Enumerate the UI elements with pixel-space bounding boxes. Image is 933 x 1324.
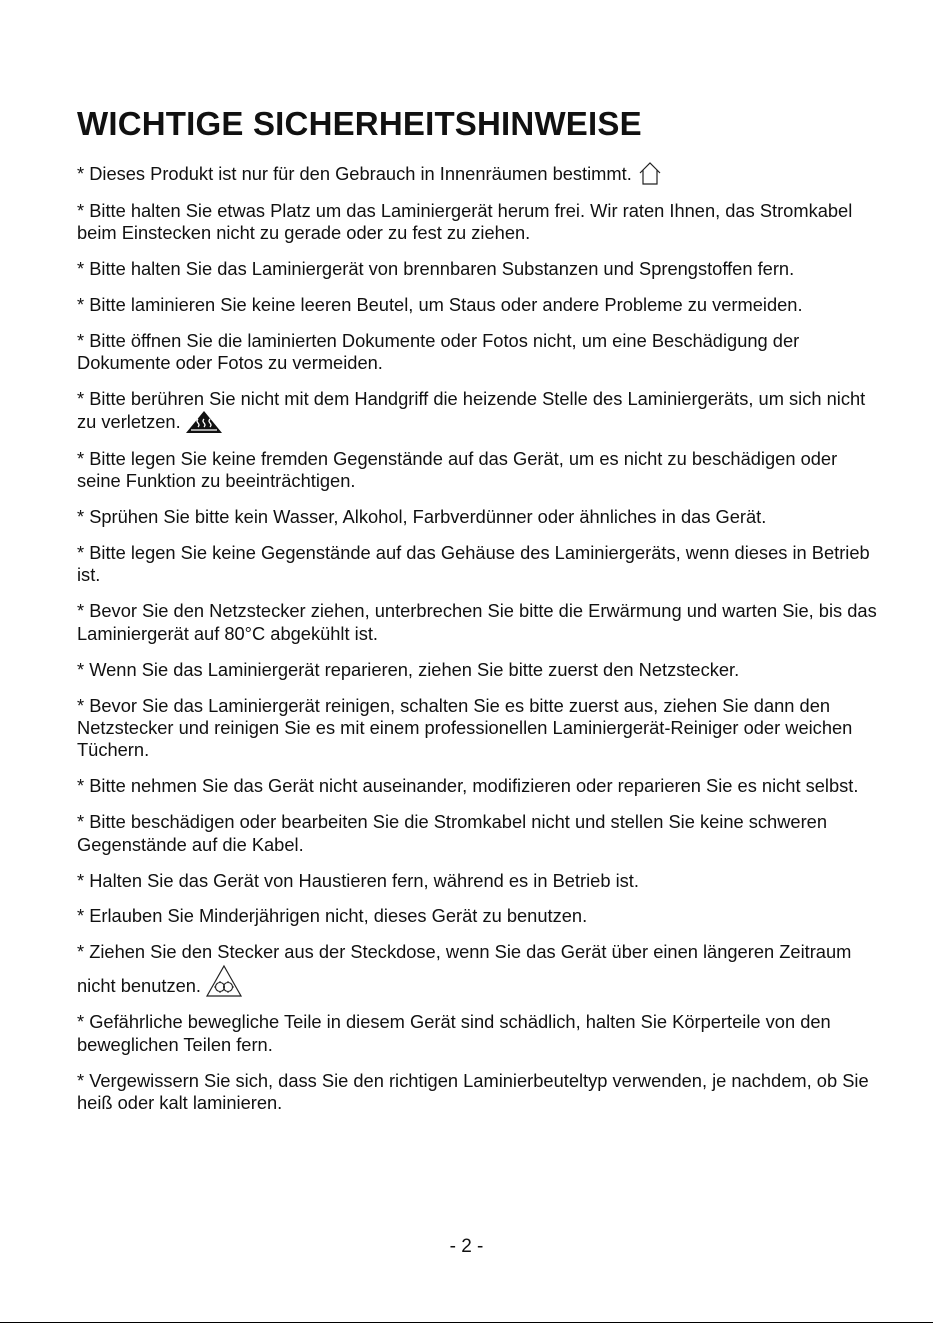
note-text: * Bevor Sie das Laminiergerät reinigen, schalten Sie es bitte zuerst aus, ziehen Sie dann den Netzstecker und reinigen Sie es mit einem professionellen Laminiergerät-Reiniger oder weichen Tüchern. <box>77 694 853 761</box>
note-text: * Sprühen Sie bitte kein Wasser, Alkohol, Farbverdünner oder ähnliches in das Gerät. <box>77 506 767 528</box>
note-text: * Vergewissern Sie sich, dass Sie den richtigen Laminierbeuteltyp verwenden, je nachdem, ob Sie heiß oder kalt laminieren. <box>77 1069 869 1113</box>
note-text: * Bevor Sie den Netzstecker ziehen, unterbrechen Sie bitte die Erwärmung und warten Sie, bis das Laminiergerät auf 80°C abgekühlt ist. <box>77 600 877 644</box>
note-text: * Bitte nehmen Sie das Gerät nicht auseinander, modifizieren oder reparieren Sie es nicht selbst. <box>77 775 859 797</box>
note-do-not-open-documents <box>77 330 877 375</box>
safety-notes-list <box>77 160 877 1114</box>
note-cool-down <box>77 600 877 645</box>
house-icon <box>636 160 664 186</box>
note-power-cables <box>77 811 877 856</box>
note-pouch-type <box>77 1070 877 1115</box>
note-text: * Bitte halten Sie das Laminiergerät von brennbaren Substanzen und Sprengstoffen fern. <box>77 257 795 279</box>
note-repair-unplug <box>77 659 877 681</box>
note-pets <box>77 870 877 892</box>
note-moving-parts <box>77 1011 877 1056</box>
moving-parts-warning-icon <box>205 964 243 998</box>
note-text: * Bitte öffnen Sie die laminierten Dokumente oder Fotos nicht, um eine Beschädigung der Dokumente oder Fotos zu vermeiden. <box>77 329 800 374</box>
note-hot-surface <box>77 388 877 434</box>
note-text: * Bitte laminieren Sie keine leeren Beutel, um Staus oder andere Probleme zu vermeiden. <box>77 293 803 315</box>
note-no-objects-on-housing <box>77 542 877 587</box>
note-text: * Bitte berühren Sie nicht mit dem Handgriff die heizende Stelle des Laminiergeräts, um sich nicht zu verletzen. <box>77 387 866 433</box>
note-foreign-objects <box>77 448 877 493</box>
note-flammable-substances <box>77 258 877 280</box>
note-text: * Gefährliche bewegliche Teile in diesem Gerät sind schädlich, halten Sie Körperteile von den beweglichen Teilen fern. <box>77 1011 831 1055</box>
note-text: * Wenn Sie das Laminiergerät reparieren, ziehen Sie bitte zuerst den Netzstecker. <box>77 658 740 680</box>
note-no-liquids <box>77 506 877 528</box>
note-text: * Bitte beschädigen oder bearbeiten Sie die Stromkabel nicht und stellen Sie keine schweren Gegenstände auf die Kabel. <box>77 811 827 855</box>
note-indoor-use <box>77 160 877 186</box>
hot-surface-warning-icon <box>185 410 223 434</box>
note-text: * Bitte legen Sie keine Gegenstände auf das Gehäuse des Laminiergeräts, wenn dieses in Betrieb ist. <box>77 542 870 586</box>
note-space-and-cable <box>77 200 877 245</box>
note-text: * Ziehen Sie den Stecker aus der Steckdose, wenn Sie das Gerät über einen längeren Zeitraum nicht benutzen. <box>77 941 852 996</box>
note-text: * Bitte legen Sie keine fremden Gegenstände auf das Gerät, um es nicht zu beschädigen oder seine Funktion zu beeinträchtigen. <box>77 447 838 492</box>
note-empty-pouches <box>77 294 877 316</box>
note-no-disassembly <box>77 775 877 797</box>
note-cleaning <box>77 695 877 762</box>
note-text: * Bitte halten Sie etwas Platz um das Laminiergerät herum frei. Wir raten Ihnen, das Stromkabel beim Einstecken nicht zu gerade oder zu fest zu ziehen. <box>77 199 853 243</box>
note-text: * Erlauben Sie Minderjährigen nicht, dieses Gerät zu benutzen. <box>77 905 588 927</box>
bottom-divider <box>0 1322 933 1323</box>
note-text: * Halten Sie das Gerät von Haustieren fern, während es in Betrieb ist. <box>77 869 639 891</box>
page-number: - 2 - <box>449 1236 484 1257</box>
page-title: WICHTIGE SICHERHEITSHINWEISE <box>77 105 642 142</box>
note-minors <box>77 905 877 927</box>
note-unplug-long-periods <box>77 941 877 997</box>
note-text: * Dieses Produkt ist nur für den Gebrauch in Innenräumen bestimmt. <box>77 163 632 184</box>
